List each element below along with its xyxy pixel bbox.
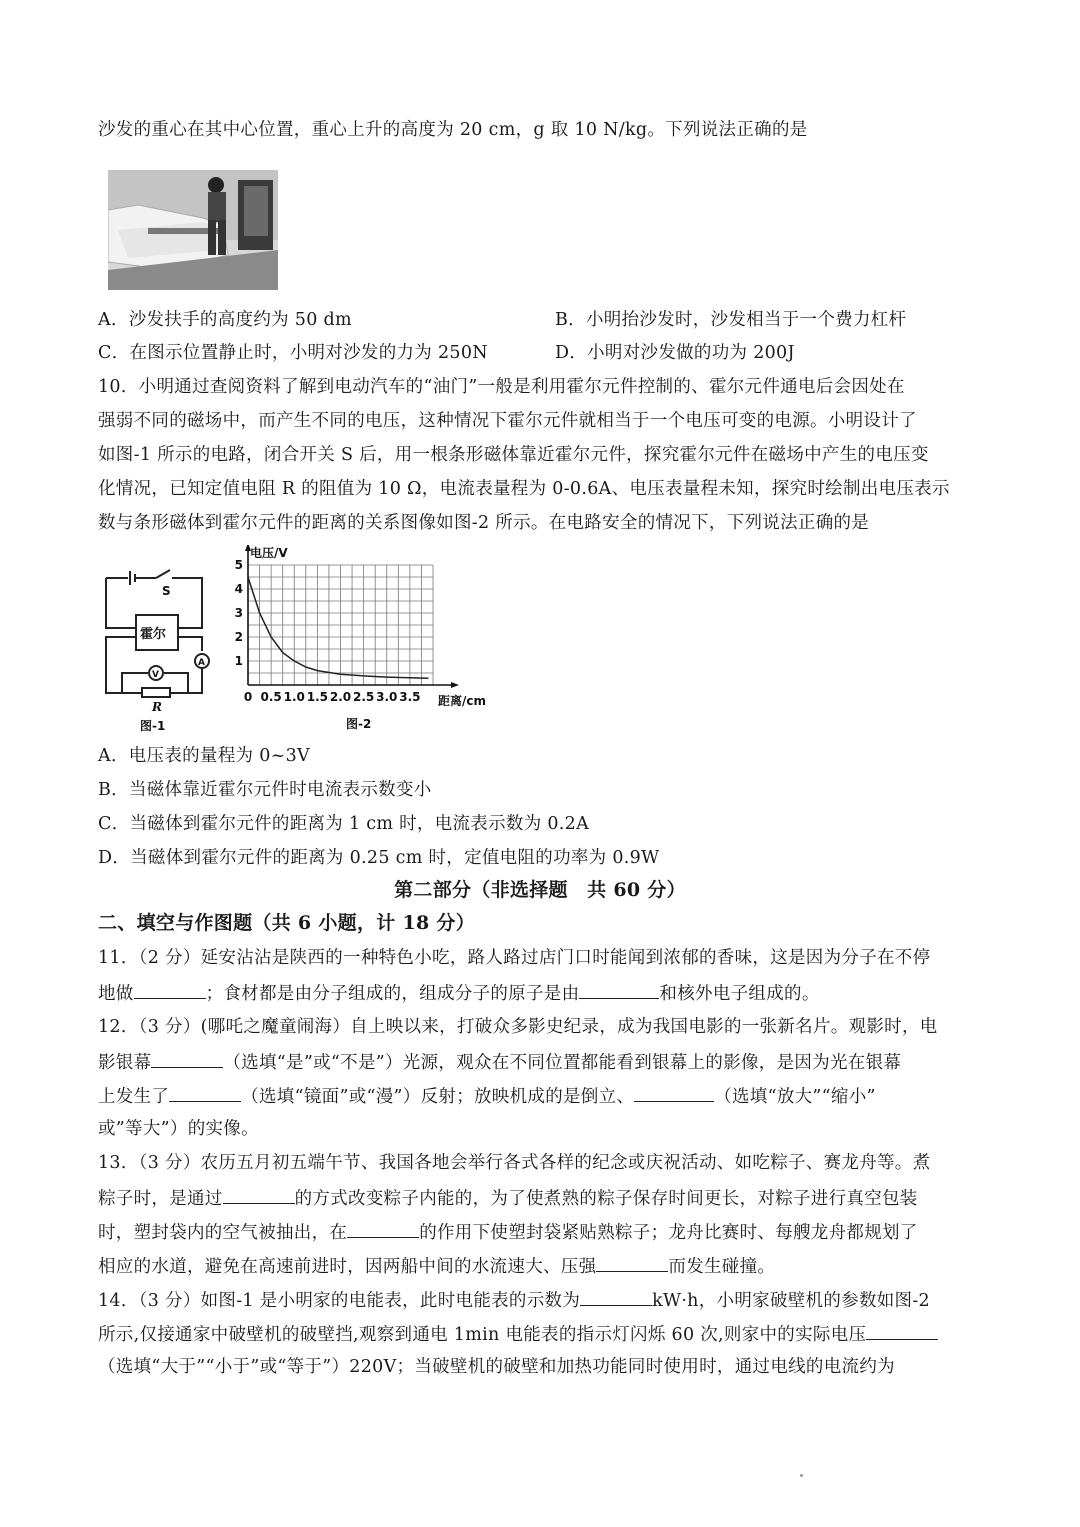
figure-1-caption: 图-1 — [140, 719, 166, 733]
q12-line-3 — [98, 1083, 876, 1109]
q10-stem-line-5: 数与条形磁体到霍尔元件的距离的关系图像如图-2 所示。在电路安全的情况下，下列说法正确的是 — [98, 513, 870, 533]
q12-line-1: 12．（3 分）(哪吒之魔童闹海）自上映以来，打破众多影史纪录，成为我国电影的一张新名片。观影时，电 — [98, 1017, 938, 1037]
q13-blank-3[interactable] — [596, 1253, 668, 1272]
q14-text-b: kW·h，小明家破壁机的参数如图-2 — [652, 1291, 930, 1311]
q13-text-a: 粽子时，是通过 — [98, 1189, 223, 1209]
q11-blank-1[interactable] — [134, 980, 206, 999]
section-two-heading: 二、填空与作图题（共 6 小题，计 18 分） — [98, 912, 476, 934]
y-tick-label: 4 — [234, 582, 243, 596]
voltmeter-label: V — [152, 670, 159, 680]
q11-text-b: ；食材都是由分子组成的，组成分子的原子是由 — [205, 984, 580, 1004]
q13-blank-2[interactable] — [347, 1219, 419, 1238]
q13-line-2 — [98, 1185, 918, 1211]
q10-stem-line-4: 化情况，已知定值电阻 R 的阻值为 10 Ω，电流表量程为 0-0.6A、电压表量程未知，探究时绘制出电压表示 — [98, 479, 950, 499]
x-tick-label: 0 — [243, 690, 253, 704]
x-tick-label: 2.5 — [352, 690, 375, 704]
switch-label: S — [162, 584, 171, 598]
hall-label: 霍尔 — [140, 627, 167, 642]
resistor-label: R — [152, 700, 162, 714]
q13-line-4 — [98, 1253, 775, 1279]
q9-stem-line: 沙发的重心在其中心位置，重心上升的高度为 20 cm，g 取 10 N/kg。下列说法正确的是 — [98, 120, 808, 140]
x-tick-label: 1.5 — [306, 690, 329, 704]
q14-line-3: （选填“大于”“小于”或“等于”）220V；当破壁机的破壁和加热功能同时使用时，通过电线的电流约为 — [98, 1357, 895, 1377]
sofa-photo — [108, 170, 278, 290]
q13-text-d: 的作用下使塑封袋紧贴熟粽子；龙舟比赛时、每艘龙舟都规划了 — [419, 1223, 918, 1243]
option-10b: B．当磁体靠近霍尔元件时电流表示数变小 — [98, 780, 432, 800]
q13-text-b: 的方式改变粽子内能的，为了使煮熟的粽子保存时间更长，对粽子进行真空包装 — [294, 1189, 918, 1209]
q12-line-4: 或”等大”）的实像。 — [98, 1119, 259, 1139]
y-tick-label: 3 — [234, 606, 243, 620]
y-tick-label: 1 — [234, 654, 243, 668]
q12-text-c: 上发生了 — [98, 1087, 170, 1107]
x-axis-label: 距离/cm — [438, 694, 487, 708]
x-tick-label: 2.0 — [329, 690, 352, 704]
voltage-curve — [248, 577, 428, 678]
option-10d: D．当磁体到霍尔元件的距离为 0.25 cm 时，定值电阻的功率为 0.9W — [98, 848, 660, 868]
option-9a: A．沙发扶手的高度约为 50 dm — [98, 310, 352, 330]
x-tick-label: 3.5 — [399, 690, 421, 704]
x-axis-arrow — [451, 682, 459, 688]
option-9d: D．小明对沙发做的功为 200J — [555, 343, 795, 363]
y-tick-label: 2 — [234, 630, 243, 644]
q10-stem-line-2: 强弱不同的磁场中，而产生不同的电压，这种情况下霍尔元件就相当于一个电压可变的电源。小明设计了 — [98, 411, 917, 431]
q13-line-3 — [98, 1219, 918, 1245]
circuit-diagram — [98, 553, 216, 735]
q11-blank-2[interactable] — [579, 980, 659, 999]
q13-text-e: 相应的水道，避免在高速前进时，因两船中间的水流速大、压强 — [98, 1257, 597, 1277]
q12-blank-1[interactable] — [151, 1049, 223, 1068]
q12-text-d: （选填“镜面”或“漫”）反射；放映机成的是倒立、 — [241, 1087, 635, 1107]
q14-blank-1[interactable] — [580, 1287, 652, 1306]
q11-text-a: 地做 — [98, 984, 134, 1004]
q12-text-b: （选填“是”或“不是”）光源，观众在不同位置都能看到银幕上的影像，是因为光在银幕 — [223, 1053, 902, 1073]
q14-line-1 — [98, 1287, 930, 1313]
x-tick-label: 3.0 — [376, 690, 398, 704]
q14-blank-2[interactable] — [866, 1321, 938, 1340]
q10-stem-line-1: 10．小明通过查阅资料了解到电动汽车的“油门”一般是利用霍尔元件控制的、霍尔元件通电后会因处在 — [98, 377, 905, 397]
voltage-distance-graph — [228, 545, 498, 737]
q11-line-2 — [98, 980, 820, 1006]
q11-text-c: 和核外电子组成的。 — [659, 984, 820, 1004]
scan-speck — [800, 1474, 803, 1477]
q14-text-c: 所示,仅接通家中破壁机的破壁挡,观察到通电 1min 电能表的指示灯闪烁 60 次,则家中的实际电压 — [98, 1325, 867, 1345]
x-tick-label: 1.0 — [283, 690, 305, 704]
q13-text-c: 时，塑封袋内的空气被抽出，在 — [98, 1223, 348, 1243]
q10-stem-line-3: 如图-1 所示的电路，闭合开关 S 后，用一根条形磁体靠近霍尔元件，探究霍尔元件在磁场中产生的电压变 — [98, 445, 929, 465]
q12-blank-3[interactable] — [634, 1083, 714, 1102]
q14-line-2 — [98, 1321, 938, 1347]
q11-line-1: 11．（2 分）延安沾沾是陕西的一种特色小吃，路人路过店门口时能闻到浓郁的香味，这是因为分子在不停 — [98, 948, 931, 968]
q13-line-1: 13．（3 分）农历五月初五端午节、我国各地会举行各式各样的纪念或庆祝活动、如吃粽子、赛龙舟等。煮 — [98, 1153, 931, 1173]
graph-grid — [248, 565, 433, 685]
x-tick-label: 0.5 — [260, 690, 282, 704]
q12-text-e: （选填“放大”“缩小” — [714, 1087, 876, 1107]
q13-text-f: 而发生碰撞。 — [668, 1257, 776, 1277]
option-10c: C．当磁体到霍尔元件的距离为 1 cm 时，电流表示数为 0.2A — [98, 814, 590, 834]
graph-ticks — [235, 558, 421, 704]
q12-text-a: 影银幕 — [98, 1053, 152, 1073]
q14-text-a: 14．（3 分）如图-1 是小明家的电能表，此时电能表的示数为 — [98, 1291, 581, 1311]
option-9b: B．小明抬沙发时，沙发相当于一个费力杠杆 — [555, 310, 907, 330]
q13-blank-1[interactable] — [223, 1185, 295, 1204]
option-9c: C．在图示位置静止时，小明对沙发的力为 250N — [98, 343, 488, 363]
figure-2-caption: 图-2 — [346, 717, 372, 731]
q12-blank-2[interactable] — [169, 1083, 241, 1102]
q12-line-2 — [98, 1049, 901, 1075]
part-two-heading: 第二部分（非选择题 共 60 分） — [394, 879, 686, 901]
ammeter-label: A — [198, 658, 205, 668]
y-tick-label: 5 — [234, 558, 243, 572]
y-axis-label: 电压/V — [250, 546, 288, 560]
option-10a: A．电压表的量程为 0~3V — [98, 746, 310, 766]
